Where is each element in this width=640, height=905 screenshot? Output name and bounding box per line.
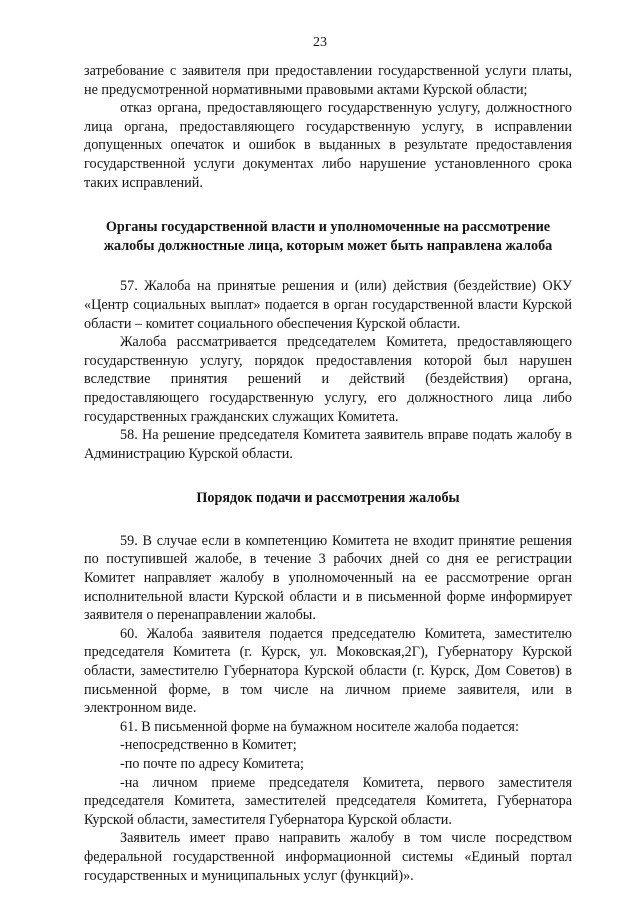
paragraph-58: 58. На решение председателя Комитета заявитель вправе подать жалобу в Администрацию Курской области. <box>84 427 572 462</box>
paragraph-complaint-review: Жалоба рассматривается председателем Комитета, предоставляющего государственную услугу, порядок предоставления которой был нарушен вследствие принятия решений и действий (бездействия) органа, предоставляющего государственную услугу, его должностного лица либо государственных гражданских служащих Комитета. <box>84 334 572 425</box>
list-item-direct: -непосредственно в Комитет; <box>120 737 297 754</box>
list-item-mail: -по почте по адресу Комитета; <box>120 756 304 772</box>
page-number: 23 <box>313 35 327 50</box>
paragraph-60: 60. Жалоба заявителя подается председателю Комитета, заместителю председателя Комитета (г. Курск, ул. Моковская,2Г), Губернатору Курской области, заместителю Губернатора Курской области (г. Курск, Дом Советов) в письменной форме, в том числе на личном приеме заявителя, или в электронном виде. <box>84 625 572 717</box>
paragraph-before-1: затребование с заявителя при предоставлении государственной услуги платы, не предусмотренной нормативными правовыми актами Курской области; <box>84 63 572 98</box>
paragraph-59: 59. В случае если в компетенцию Комитета не входит принятие решения по поступившей жалобе, в течение 3 рабочих дней со дня ее регистрации Комитет направляет жалобу в уполномоченный на ее рассмотрение орган исполнительной власти Курской области и в письменной форме информирует заявителя о перенаправлении жалобы. <box>84 532 572 624</box>
section-heading-complaint-bodies: Органы государственной власти и уполномоченные на рассмотрение жалобы должностные лица, которым может быть направлена жалоба <box>103 219 553 254</box>
paragraph-61: 61. В письменной форме на бумажном носителе жалоба подается: <box>120 718 519 735</box>
page-content <box>84 62 572 885</box>
paragraph-electronic-portal: Заявитель имеет право направить жалобу в том числе посредством федеральной государственной информационной системы «Единый портал государственных и муниципальных услуг (функций)». <box>84 830 572 884</box>
paragraph-57: 57. Жалоба на принятые решения и (или) действия (бездействие) ОКУ «Центр социальных выплат» подается в орган государственной власти Курской области – комитет социального обеспечения Курской области. <box>84 278 572 332</box>
section-heading-complaint-procedure: Порядок подачи и рассмотрения жалобы <box>196 490 460 507</box>
paragraph-before-2: отказ органа, предоставляющего государственную услугу, должностного лица органа, предоставляющего государственную услугу, в исправлении допущенных опечаток и ошибок в выданных в результате предоставления государственной услуги документах либо нарушение установленного срока таких исправлений. <box>84 100 572 191</box>
list-item-personal-reception: -на личном приеме председателя Комитета, первого заместителя председателя Комитета, заместителей председателя Комитета, Губернатора Курской области, заместителя Губернатора Курской области. <box>84 774 572 828</box>
